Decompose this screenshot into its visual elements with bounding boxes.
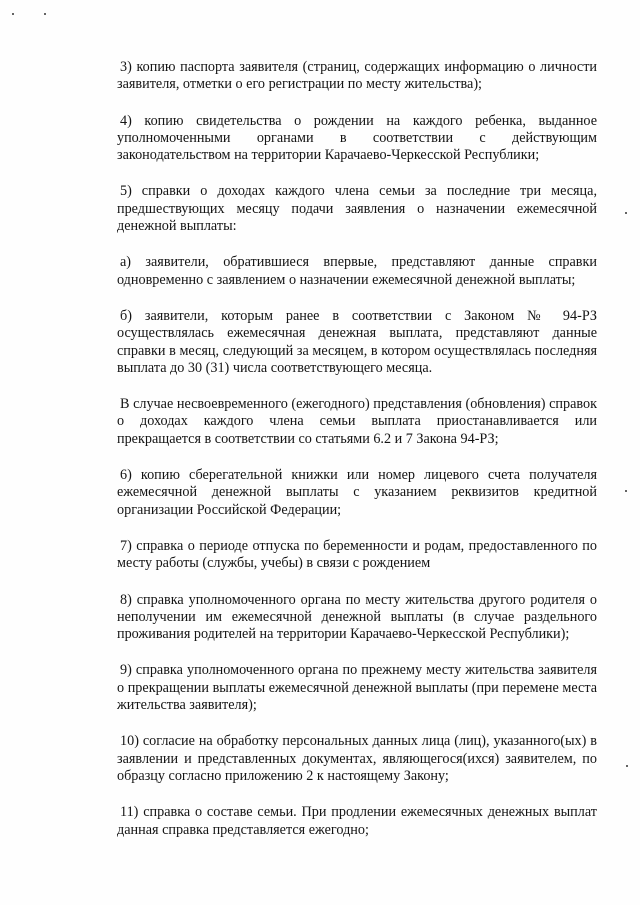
- paragraph-item-6: 6) копию сберегательной книжки или номер лицевого счета получателя ежемесячной денежной выплаты с указанием реквизитов кредитной организации Российской Федерации;: [117, 467, 597, 518]
- scan-speck: [626, 765, 628, 767]
- scan-speck: [44, 13, 46, 15]
- paragraph-item-5a: а) заявители, обратившиеся впервые, представляют данные справки одновременно с заявлением о назначении ежемесячной денежной выплаты;: [117, 254, 597, 288]
- scan-speck: [625, 490, 627, 492]
- scan-speck: [12, 13, 14, 15]
- document-body: [117, 59, 597, 839]
- paragraph-item-5b: б) заявители, которым ранее в соответствии с Законом № 94-РЗ осуществлялась ежемесячная денежная выплата, представляют данные справки в месяц, следующий за месяцем, в котором осуществлялась последняя выплата до 30 (31) числа соответствующего месяца.: [117, 307, 597, 376]
- paragraph-item-3: 3) копию паспорта заявителя (страниц, содержащих информацию о личности заявителя, отметки о его регистрации по месту жительства);: [117, 59, 597, 93]
- paragraph-item-9: 9) справка уполномоченного органа по прежнему месту жительства заявителя о прекращении выплаты ежемесячной денежной выплаты (при перемене места жительства заявителя);: [117, 662, 597, 714]
- paragraph-item-8: 8) справка уполномоченного органа по месту жительства другого родителя о неполучении им ежемесячной денежной выплаты (в случае раздельного проживания родителей на территории Карачаево-Черкесской Республики);: [117, 591, 597, 643]
- paragraph-income-note: В случае несвоевременного (ежегодного) представления (обновления) справок о доходах каждого члена семьи выплата приостанавливается или прекращается в соответствии со статьями 6.2 и 7 Закона 94-РЗ;: [117, 396, 597, 447]
- paragraph-item-5: 5) справки о доходах каждого члена семьи за последние три месяца, предшествующих месяцу подачи заявления о назначении ежемесячной денежной выплаты:: [117, 183, 597, 235]
- paragraph-item-11: 11) справка о составе семьи. При продлении ежемесячных денежных выплат данная справка представляется ежегодно;: [117, 804, 597, 838]
- paragraph-item-7: 7) справка о периоде отпуска по беременности и родам, предоставленного по месту работы (службы, учебы) в связи с рождением: [117, 537, 597, 572]
- paragraph-item-10: 10) согласие на обработку персональных данных лица (лиц), указанного(ых) в заявлении и представленных документах, являющегося(ихся) заявителем, по образцу согласно приложению 2 к настоящему Закону;: [117, 733, 597, 784]
- paragraph-item-4: 4) копию свидетельства о рождении на каждого ребенка, выданное уполномоченными органами в соответствии с действующим законодательством на территории Карачаево-Черкесской Республики;: [117, 112, 597, 164]
- scan-speck: [625, 212, 627, 214]
